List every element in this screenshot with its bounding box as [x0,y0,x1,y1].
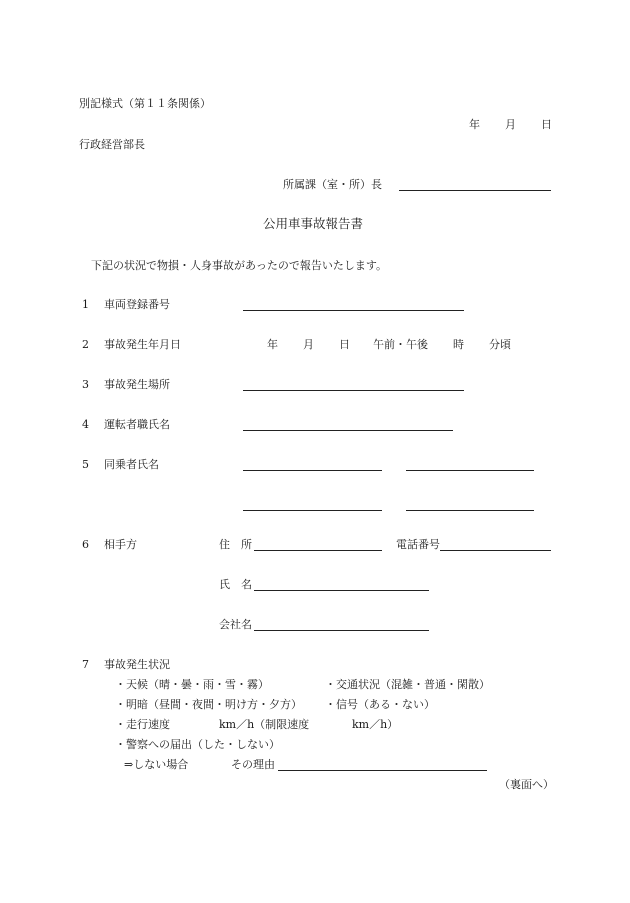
dept-head-label: 所属課（室・所）長 [283,178,382,191]
accident-year: 年 [267,338,278,351]
date-month: 月 [505,118,516,131]
accident-month: 月 [303,338,314,351]
item-2-number: 2 [82,338,89,351]
reason-field[interactable] [278,770,487,771]
other-party-name-field[interactable] [254,590,429,591]
item-5-number: 5 [82,458,89,471]
signal-option: ・信号（ある・ない） [325,698,435,711]
other-party-company-label: 会社名 [219,618,252,631]
page-title: 公用車事故報告書 [263,216,364,231]
item-6-label: 相手方 [104,538,137,551]
intro-text: 下記の状況で物損・人身事故があったので報告いたします。 [91,259,388,272]
date-year: 年 [469,118,480,131]
passenger-name-field-3[interactable] [243,510,382,511]
item-5-label: 同乗者氏名 [104,458,159,471]
driver-name-field[interactable] [243,430,453,431]
other-party-address-label: 住 所 [219,538,252,551]
speed-limit-unit: km／h） [352,718,399,731]
item-2-label: 事故発生年月日 [104,338,181,351]
item-6-number: 6 [82,538,89,551]
other-party-name-label: 氏 名 [219,578,252,591]
reason-label: その理由 [231,758,275,771]
dept-head-field[interactable] [399,190,551,191]
other-party-phone-label: 電話番号 [396,538,440,551]
passenger-name-field-4[interactable] [406,510,534,511]
item-4-number: 4 [82,418,89,431]
form-reference: 別記様式（第１１条関係） [79,97,211,110]
addressee: 行政経営部長 [79,138,145,151]
police-report-option: ・警察への届出（した・しない） [115,738,280,751]
accident-day: 日 [339,338,350,351]
accident-hour: 時 [453,338,464,351]
accident-ampm: 午前・午後 [373,338,428,351]
continue-overleaf: （裏面へ） [499,778,554,791]
not-reported-case: ⇒しない場合 [124,758,189,771]
accident-minute: 分頃 [489,338,511,351]
speed-label: ・走行速度 [115,718,170,731]
date-day: 日 [541,118,552,131]
item-4-label: 運転者職氏名 [104,418,170,431]
item-7-number: 7 [82,658,89,671]
item-1-label: 車両登録番号 [104,298,170,311]
weather-option: ・天候（晴・曇・雨・雪・霧） [115,678,269,691]
light-option: ・明暗（昼間・夜間・明け方・夕方） [115,698,302,711]
vehicle-number-field[interactable] [243,310,464,311]
item-7-label: 事故発生状況 [104,658,170,671]
other-party-phone-field[interactable] [440,550,551,551]
passenger-name-field-1[interactable] [243,470,382,471]
other-party-address-field[interactable] [254,550,382,551]
passenger-name-field-2[interactable] [406,470,534,471]
item-3-label: 事故発生場所 [104,378,170,391]
speed-unit: km／h（制限速度 [219,718,310,731]
accident-location-field[interactable] [243,390,464,391]
item-1-number: 1 [82,298,89,311]
traffic-option: ・交通状況（混雑・普通・閑散） [325,678,490,691]
item-3-number: 3 [82,378,89,391]
other-party-company-field[interactable] [254,630,429,631]
